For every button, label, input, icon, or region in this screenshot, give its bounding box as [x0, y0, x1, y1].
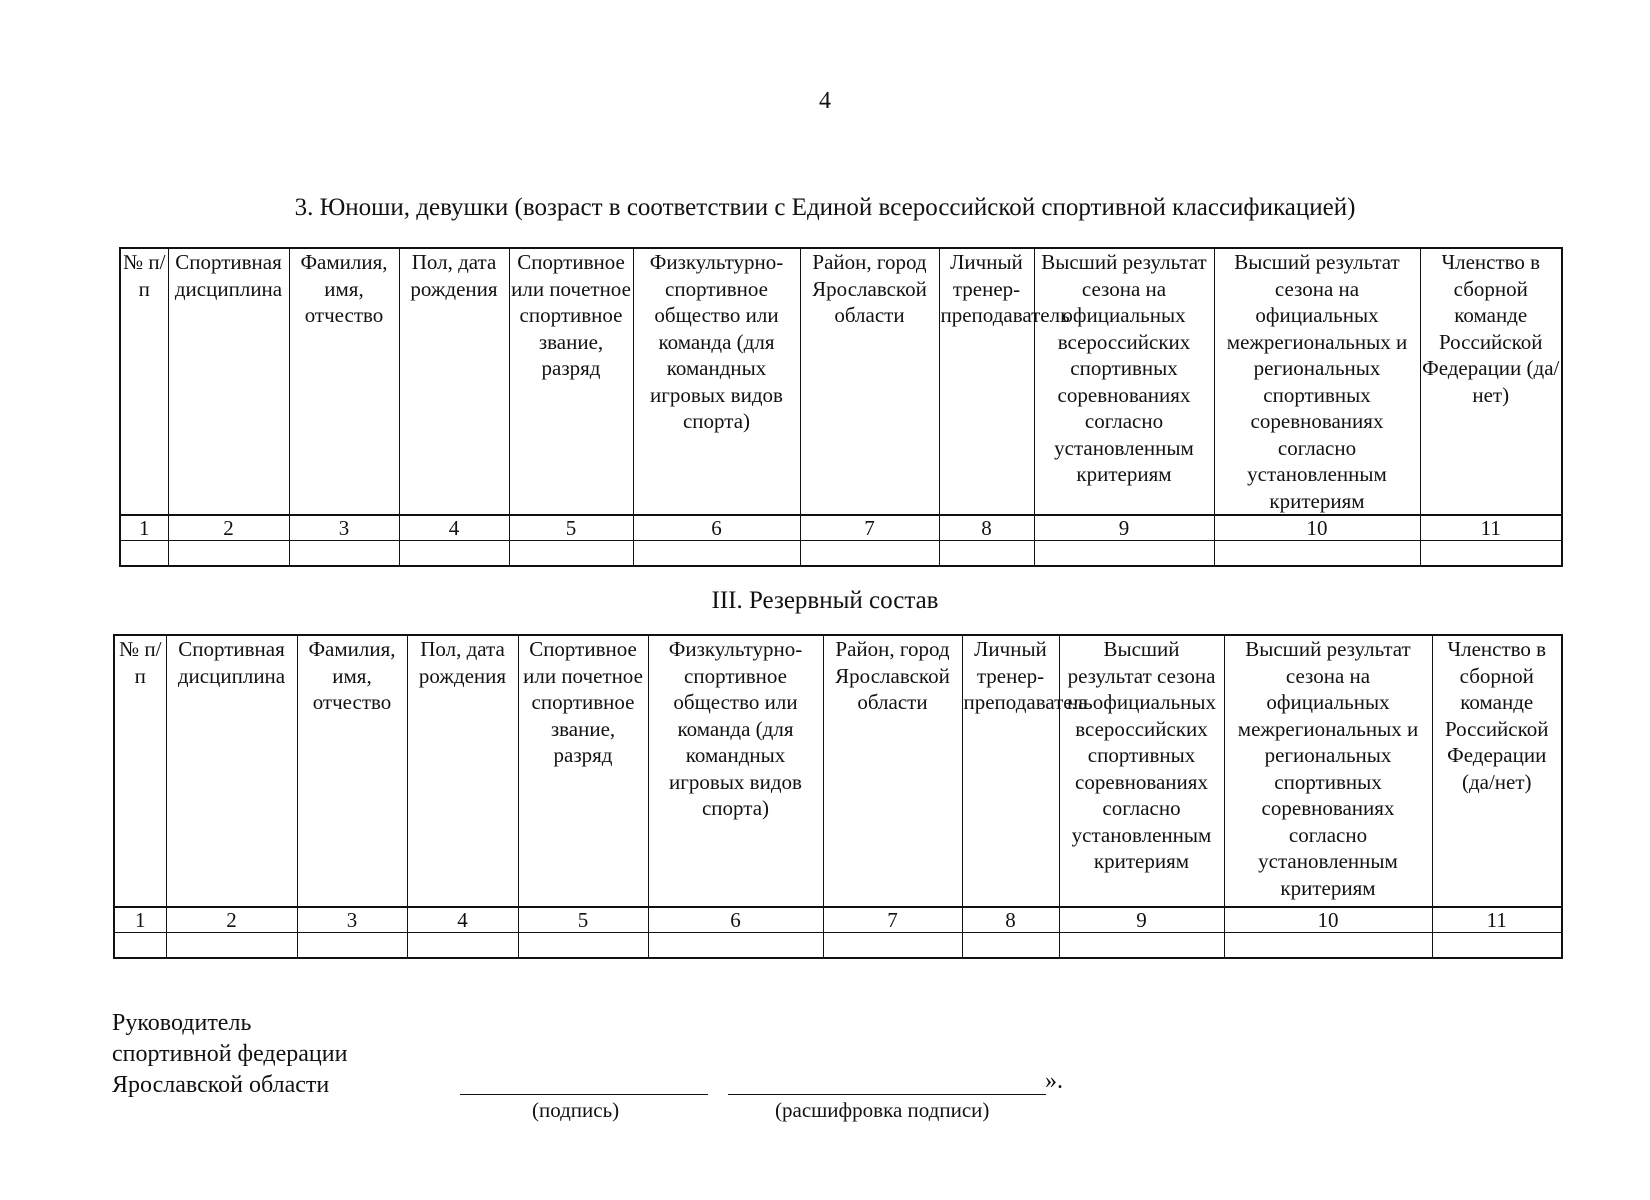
- column-number-row: [114, 907, 1562, 933]
- header-cell: Пол, дата рождения: [407, 635, 518, 907]
- section-title-reserve: III. Резервный состав: [711, 587, 939, 614]
- header-cell: Высший результат сезона на официальных межрегиональных и региональных спортивных соревнованиях согласно установленным критериям: [1224, 635, 1432, 907]
- section-title-youth: 3. Юноши, девушки (возраст в соответствии с Единой всероссийской спортивной классификацией): [294, 194, 1356, 221]
- header-cell: Спортивное или почетное спортивное звание, разряд: [509, 248, 633, 515]
- blank-cell: [648, 933, 823, 959]
- header-cell: Членство в сборной команде Российской Федерации (да/нет): [1420, 248, 1562, 515]
- blank-cell: [289, 541, 399, 567]
- reserve-register-table: [113, 634, 1563, 959]
- blank-cell: [1420, 541, 1562, 567]
- blank-cell: [518, 933, 648, 959]
- blank-cell: [1059, 933, 1224, 959]
- column-number: 3: [289, 515, 399, 541]
- header-cell: Личный тренер-преподаватель: [939, 248, 1034, 515]
- column-number: 5: [518, 907, 648, 933]
- column-number: 8: [962, 907, 1059, 933]
- column-number: 3: [297, 907, 407, 933]
- blank-cell: [114, 933, 166, 959]
- blank-cell: [1224, 933, 1432, 959]
- youth-register-table: [119, 247, 1563, 567]
- column-number: 1: [120, 515, 168, 541]
- header-cell: № п/п: [114, 635, 166, 907]
- blank-entry-row: [114, 933, 1562, 959]
- header-cell: Высший результат сезона на официальных межрегиональных и региональных спортивных соревнованиях согласно установленным критериям: [1214, 248, 1420, 515]
- column-number: 11: [1420, 515, 1562, 541]
- blank-cell: [1214, 541, 1420, 567]
- header-cell: Фамилия, имя, отчество: [297, 635, 407, 907]
- signature-line: [460, 1094, 708, 1095]
- header-cell: Спортивная дисциплина: [168, 248, 289, 515]
- column-number: 2: [166, 907, 297, 933]
- header-cell: Физкультурно-спортивное общество или команда (для командных игровых видов спорта): [633, 248, 800, 515]
- position-line: Руководитель: [112, 1010, 252, 1036]
- blank-cell: [939, 541, 1034, 567]
- column-number: 6: [633, 515, 800, 541]
- column-number: 7: [800, 515, 939, 541]
- blank-entry-row: [120, 541, 1562, 567]
- column-number: 4: [399, 515, 509, 541]
- header-cell: Физкультурно-спортивное общество или команда (для командных игровых видов спорта): [648, 635, 823, 907]
- blank-cell: [509, 541, 633, 567]
- header-cell: Спортивное или почетное спортивное звание, разряд: [518, 635, 648, 907]
- decoding-caption: (расшифровка подписи): [775, 1098, 990, 1122]
- column-number-row: [120, 515, 1562, 541]
- blank-cell: [1034, 541, 1214, 567]
- column-number: 7: [823, 907, 962, 933]
- closing-quote: ».: [1045, 1068, 1063, 1094]
- blank-cell: [633, 541, 800, 567]
- blank-cell: [407, 933, 518, 959]
- column-number: 10: [1214, 515, 1420, 541]
- blank-cell: [823, 933, 962, 959]
- header-cell: Спортивная дисциплина: [166, 635, 297, 907]
- column-number: 1: [114, 907, 166, 933]
- table-header-row: [114, 635, 1562, 907]
- header-cell: Пол, дата рождения: [399, 248, 509, 515]
- blank-cell: [168, 541, 289, 567]
- blank-cell: [166, 933, 297, 959]
- signatory-position: [112, 1008, 347, 1101]
- header-cell: Высший результат сезона на официальных всероссийских спортивных соревнованиях согласно установленным критериям: [1059, 635, 1224, 907]
- page-number: 4: [819, 88, 831, 114]
- column-number: 9: [1034, 515, 1214, 541]
- header-cell: Высший результат сезона на официальных всероссийских спортивных соревнованиях согласно установленным критериям: [1034, 248, 1214, 515]
- blank-cell: [399, 541, 509, 567]
- blank-cell: [1432, 933, 1562, 959]
- blank-cell: [962, 933, 1059, 959]
- header-cell: Район, город Ярославской области: [800, 248, 939, 515]
- column-number: 2: [168, 515, 289, 541]
- column-number: 8: [939, 515, 1034, 541]
- column-number: 10: [1224, 907, 1432, 933]
- column-number: 6: [648, 907, 823, 933]
- column-number: 4: [407, 907, 518, 933]
- header-cell: № п/п: [120, 248, 168, 515]
- header-cell: Фамилия, имя, отчество: [289, 248, 399, 515]
- blank-cell: [297, 933, 407, 959]
- column-number: 5: [509, 515, 633, 541]
- position-line: Ярославской области: [112, 1072, 330, 1098]
- blank-cell: [120, 541, 168, 567]
- column-number: 11: [1432, 907, 1562, 933]
- column-number: 9: [1059, 907, 1224, 933]
- header-cell: Членство в сборной команде Российской Федерации (да/нет): [1432, 635, 1562, 907]
- table-header-row: [120, 248, 1562, 515]
- blank-cell: [800, 541, 939, 567]
- position-line: спортивной федерации: [112, 1041, 348, 1067]
- signature-caption: (подпись): [532, 1098, 620, 1122]
- header-cell: Личный тренер-преподаватель: [962, 635, 1059, 907]
- header-cell: Район, город Ярославской области: [823, 635, 962, 907]
- signature-decoding-line: [728, 1094, 1046, 1095]
